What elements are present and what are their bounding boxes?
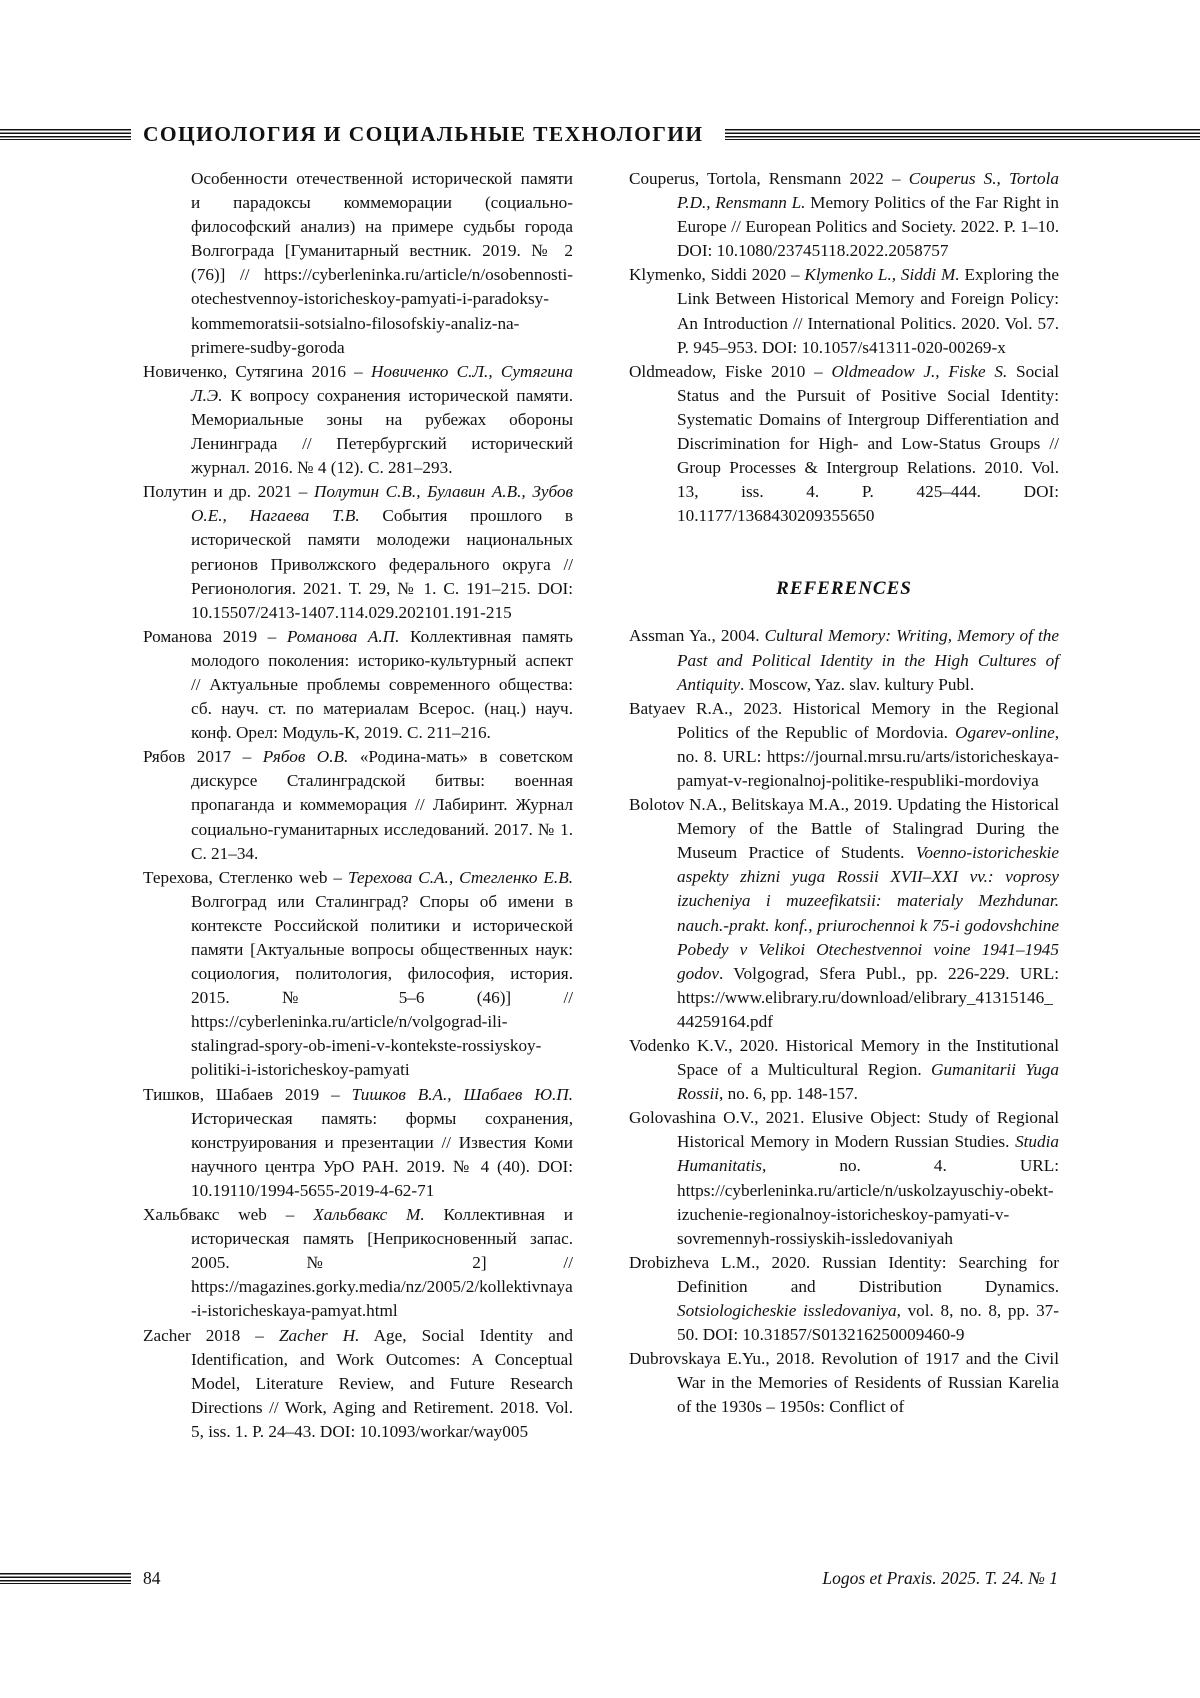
reference-text: Memory Politics of the Far Right in Europe // European Politics and Society. 2022. P. 1–10. DOI: 10.1080/23745118.2022.2058757	[677, 193, 1059, 261]
right-column	[629, 167, 1059, 1420]
reference-text: , no. 4. URL: https://cyberleninka.ru/article/n/uskolzayuschiy-obekt-izuchenie-regionalnoy-istoricheskoy-pamyati-v-sovremennyh-rossiyskih-issledovaniyah	[677, 1156, 1059, 1248]
reference-source-title: Sotsiologicheskie issledovaniya	[677, 1301, 897, 1321]
reference-lead: Drobizheva L.M., 2020. Russian Identity: Searching for Definition and Distribution Dynamics.	[629, 1252, 1059, 1296]
reference-lead: Assman Ya., 2004.	[629, 626, 765, 646]
reference-lead: Oldmeadow, Fiske 2010 –	[629, 361, 832, 381]
reference-lead: Vodenko K.V., 2020. Historical Memory in the Institutional Space of a Multicultural Region.	[629, 1036, 1059, 1080]
reference-lead: Klymenko, Siddi 2020 –	[629, 265, 805, 285]
reference-lead: Golovashina O.V., 2021. Elusive Object: Study of Regional Historical Memory in Modern Russian Studies.	[629, 1108, 1059, 1152]
reference-entry	[629, 1034, 1059, 1106]
reference-entry	[629, 624, 1059, 696]
reference-source-title: Ogarev-online	[955, 722, 1055, 742]
reference-text: К вопросу сохранения исторической памяти. Мемориальные зоны на рубежах обороны Ленинграда // Петербургский исторический журнал. 2016. № 4 (12). С. 281–293.	[191, 385, 573, 478]
journal-citation: Logos et Praxis. 2025. Т. 24. № 1	[822, 1568, 1058, 1588]
reference-lead: Zacher 2018 –	[143, 1325, 279, 1345]
reference-entry	[143, 625, 573, 745]
reference-authors: Хальбвакс М.	[313, 1205, 425, 1225]
header-rule-right	[725, 129, 1200, 140]
reference-authors: Klymenko L., Siddi M.	[804, 265, 960, 285]
reference-text: Age, Social Identity and Identification, and Work Outcomes: A Conceptual Model, Literature Review, and Future Research Directions // Work, Aging and Retirement. 2018. Vol. 5, iss. 1. P. 24–43. DOI: 10.1093/workar/way005	[191, 1325, 574, 1441]
reference-entry	[629, 360, 1059, 529]
reference-text: Коллективная и историческая память [Неприкосновенный запас. 2005. № 2] // https://magazines.gorky.media/nz/2005/2/kollektivnaya-i-istoricheskaya-pamyat.html	[191, 1205, 573, 1321]
reference-entry	[629, 1347, 1059, 1419]
reference-authors: Полутин С.В., Булавин А.В., Зубов О.Е., Нагаева Т.В.	[191, 482, 573, 526]
reference-lead: Романова 2019 –	[143, 626, 287, 646]
reference-entry	[143, 1083, 573, 1203]
reference-lead: Хальбвакс web –	[143, 1205, 314, 1225]
reference-authors: Терехова С.А., Стегленко Е.В.	[348, 867, 573, 887]
left-column	[143, 167, 573, 1444]
reference-authors: Oldmeadow J., Fiske S.	[831, 361, 1008, 381]
reference-lead: Dubrovskaya E.Yu., 2018. Revolution of 1917 and the Civil War in the Memories of Residents of Russian Karelia of the 1930s – 1950s: Conflict of	[629, 1349, 1059, 1417]
reference-lead: Тишков, Шабаев 2019 –	[143, 1084, 352, 1104]
reference-authors: Zacher H.	[278, 1325, 360, 1345]
reference-entry	[629, 263, 1059, 359]
reference-source-title: Voenno-istoricheskie aspekty zhizni yuga Rossii XVII–XXI vv.: voprosy izucheniya i muzeefikatsii: materialy Mezhdunar. nauch.-prakt. konf., priurochennoi k 75-i godovshchine Pobedy v Velikoi Otechestvennoi voine 1941–1945 godov	[677, 843, 1059, 983]
reference-authors: Рябов О.В.	[262, 747, 349, 767]
reference-entry	[143, 480, 573, 625]
reference-text: Exploring the Link Between Historical Memory and Foreign Policy: An Introduction // International Politics. 2020. Vol. 57. P. 945–953. DOI: 10.1057/s41311-020-00269-x	[677, 265, 1060, 357]
reference-entry	[629, 793, 1059, 1034]
reference-source-title: Cultural Memory: Writing, Memory of the Past and Political Identity in the High Cultures of Antiquity	[677, 626, 1059, 694]
reference-text: Историческая память: формы сохранения, конструирования и презентации // Известия Коми научного центра УрО РАН. 2019. № 4 (40). DOI: 10.19110/1994-5655-2019-4-62-71	[191, 1108, 573, 1200]
footer-rule	[0, 1573, 131, 1584]
page-header	[0, 120, 1200, 148]
reference-text: Особенности отечественной исторической памяти и парадоксы коммеморации (социально-философский анализ) на примере судьбы города Волгограда [Гуманитарный вестник. 2019. № 2 (76)] // https://cyberleninka.ru/article/n/osobennosti-otechestvennoy-istoricheskoy-pamyati-i-paradoksy-kommemoratsii-sotsialno-filosofskiy-analiz-na-primere-sudby-goroda	[191, 169, 573, 357]
reference-text: , no. 6, pp. 148-157.	[719, 1084, 858, 1104]
reference-entry	[143, 1324, 573, 1444]
reference-entry	[143, 167, 573, 360]
reference-authors: Романова А.П.	[286, 626, 400, 646]
reference-lead: Bolotov N.A., Belitskaya M.A., 2019. Updating the Historical Memory of the Battle of Stalingrad During the Museum Practice of Students.	[629, 795, 1059, 863]
reference-text: Коллективная память молодого поколения: историко-культурный аспект // Актуальные проблемы современного общества: сб. науч. ст. по материалам Всерос. (нац.) науч. конф. Орел: Модуль-К, 2019. С. 211–216.	[191, 626, 573, 743]
reference-entry	[143, 1203, 573, 1323]
reference-source-title: Studia Humanitatis	[677, 1132, 1059, 1176]
reference-authors: Тишков В.А., Шабаев Ю.П.	[351, 1084, 573, 1104]
reference-lead: Couperus, Tortola, Rensmann 2022 –	[629, 169, 909, 188]
page-footer	[0, 1565, 1200, 1591]
reference-source-title: Gumanitarii Yuga Rossii	[677, 1060, 1059, 1104]
reference-authors: Couperus S., Tortola P.D., Rensmann L.	[677, 169, 1059, 213]
reference-entry	[629, 167, 1059, 263]
reference-lead: Рябов 2017 –	[143, 747, 263, 767]
reference-text: . Moscow, Yaz. slav. kultury Publ.	[740, 674, 975, 694]
reference-text: Волгоград или Сталинград? Споры об имени в контексте Российской политики и исторической памяти [Актуальные вопросы общественных наук: социология, политология, философия, история. 2015. № 5–6 (46)] // https://cyberleninka.ru/article/n/volgograd-ili-stalingrad-spory-ob-imeni-v-kontekste-rossiyskoy-politiki-i-istoricheskoy-pamyati	[191, 891, 573, 1080]
reference-lead: Полутин и др. 2021 –	[143, 482, 314, 502]
reference-text: . Volgograd, Sfera Publ., pp. 226-229. URL: https://www.elibrary.ru/download/elibrary_41315146_44259164.pdf	[677, 963, 1059, 1031]
reference-lead: Новиченко, Сутягина 2016 –	[143, 361, 371, 381]
reference-text: , vol. 8, no. 8, pp. 37-50. DOI: 10.31857/S013216250009460-9	[677, 1301, 1060, 1345]
reference-entry	[143, 360, 573, 480]
reference-text: Social Status and the Pursuit of Positive Social Identity: Systematic Domains of Intergroup Differentiation and Discrimination for High- and Low-Status Groups // Group Processes & Intergroup Relations. 2010. Vol. 13, iss. 4. P. 425–444. DOI: 10.1177/1368430209355650	[677, 361, 1059, 526]
references-heading: REFERENCES	[776, 578, 912, 600]
reference-entry	[629, 1251, 1059, 1347]
reference-entry	[143, 866, 573, 1083]
reference-entry	[629, 697, 1059, 793]
reference-text: , no. 8. URL: https://journal.mrsu.ru/arts/istoricheskaya-pamyat-v-regionalnoj-politike-respubliki-mordoviya	[677, 722, 1059, 790]
page-number: 84	[143, 1568, 161, 1588]
reference-authors: Новиченко С.Л., Сутягина Л.Э.	[191, 361, 573, 405]
reference-text: «Родина-мать» в советском дискурсе Сталинградской битвы: военная пропаганда и коммеморация // Лабиринт. Журнал социально-гуманитарных исследований. 2017. № 1. С. 21–34.	[191, 747, 573, 863]
reference-lead: Терехова, Стегленко web –	[143, 867, 349, 887]
reference-text: События прошлого в исторической памяти молодежи национальных регионов Приволжского федерального округа // Регионология. 2021. Т. 29, № 1. С. 191–215. DOI: 10.15507/2413-1407.114.029.202101.191-215	[191, 506, 573, 622]
reference-entry	[143, 745, 573, 865]
reference-lead: Batyaev R.A., 2023. Historical Memory in the Regional Politics of the Republic of Mordovia.	[629, 698, 1059, 742]
reference-entry	[629, 1106, 1059, 1251]
journal-section-title: СОЦИОЛОГИЯ И СОЦИАЛЬНЫЕ ТЕХНОЛОГИИ	[143, 122, 704, 146]
header-rule-left	[0, 129, 131, 140]
